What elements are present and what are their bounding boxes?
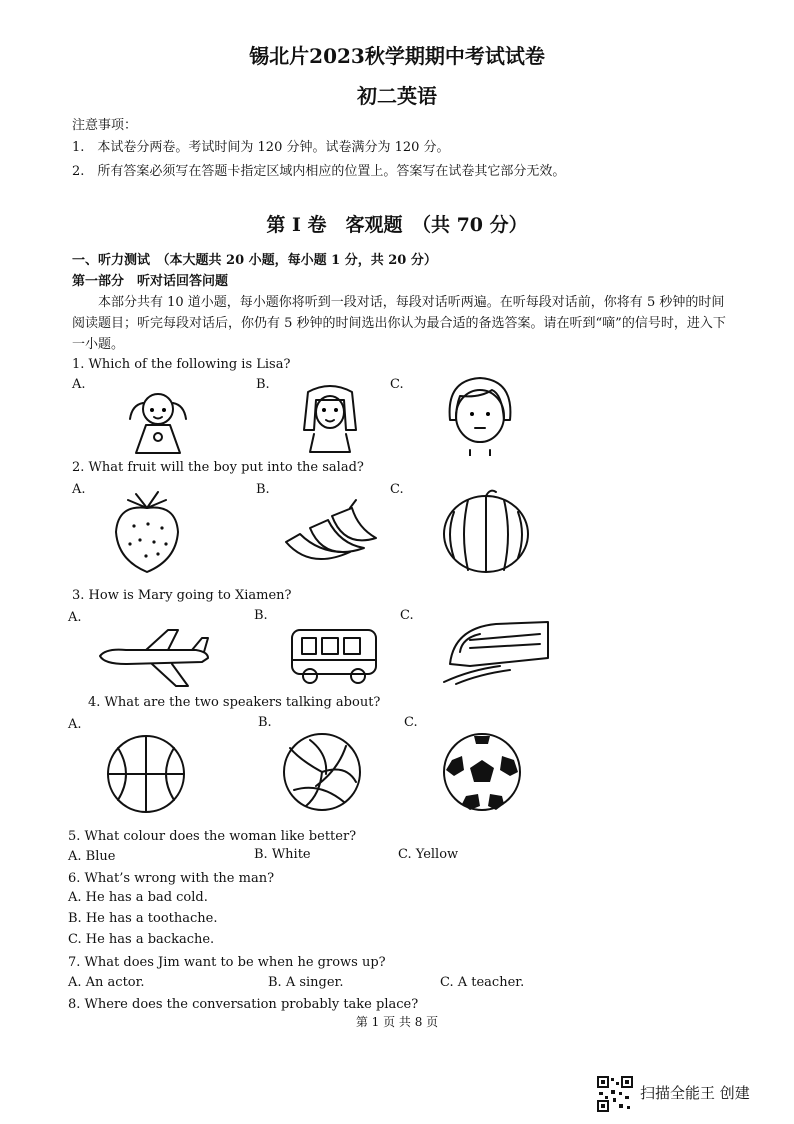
question-4: 4. What are the two speakers talking about? [88,695,381,710]
girl-long-hair-icon [290,380,370,454]
q1-option-a[interactable]: A. [72,377,86,392]
bananas-icon [280,498,380,570]
q5-option-a[interactable]: A. Blue [68,849,116,864]
strawberry-icon [106,490,188,574]
q6-option-a[interactable]: A. He has a bad cold. [68,890,208,905]
q7-option-a[interactable]: A. An actor. [68,975,145,990]
girl-with-pigtails-icon [118,385,198,457]
volleyball-icon [280,730,364,814]
q2-option-b[interactable]: B. [256,482,270,497]
basketball-icon [104,732,188,816]
sub-heading: 第一部分 听对话回答问题 [72,274,229,289]
q7-option-b[interactable]: B. A singer. [268,975,344,990]
watermelon-icon [440,488,532,574]
notice-heading: 注意事项： [72,118,138,133]
notice-item-2: 2. 所有答案必须写在答题卡指定区域内相应的位置上。答案写在试卷其它部分无效。 [72,164,566,179]
q4-option-b[interactable]: B. [258,715,272,730]
train-icon [440,614,552,686]
q2-option-a[interactable]: A. [72,482,86,497]
q4-option-c[interactable]: C. [404,715,418,730]
q5-option-b[interactable]: B. White [254,847,311,862]
q5-option-c[interactable]: C. Yellow [398,847,459,862]
subject-title: 初二英语 [357,84,437,108]
page-number: 第 1 页 共 8 页 [355,1015,439,1029]
exam-title: 锡北片2023秋学期期中考试试卷 [249,44,545,68]
q3-option-c[interactable]: C. [400,608,414,623]
girl-bob-hair-icon [440,372,520,456]
notice-item-1: 1. 本试卷分两卷。考试时间为 120 分钟。试卷满分为 120 分。 [72,140,450,155]
q4-option-a[interactable]: A. [68,717,82,732]
question-7: 7. What does Jim want to be when he grows up? [68,955,386,970]
soccer-ball-icon [440,730,524,814]
instructions-paragraph: 本部分共有 10 道小题，每小题你将听到一段对话，每段对话听两遍。在听每段对话前，你将有 5 秒钟的时间阅读题目；听完每段对话后，你仍有 5 秒钟的时间选出你认为最合适的备选答案。请在听到“嘀”的信号时，进入下一小题。 [72,295,726,352]
q7-option-c[interactable]: C. A teacher. [440,975,525,990]
question-8: 8. Where does the conversation probably take place? [68,997,419,1012]
question-2: 2. What fruit will the boy put into the salad? [72,460,364,475]
question-5: 5. What colour does the woman like better? [68,829,357,844]
q1-option-c[interactable]: C. [390,377,404,392]
qr-code-icon [597,1076,633,1112]
q6-option-b[interactable]: B. He has a toothache. [68,911,218,926]
part-heading: 一、听力测试 （本大题共 20 小题，每小题 1 分，共 20 分） [72,253,437,268]
question-3: 3. How is Mary going to Xiamen? [72,588,292,603]
q1-option-b[interactable]: B. [256,377,270,392]
scanner-watermark: 扫描全能王 创建 [640,1084,750,1102]
section-title: 第 Ⅰ 卷 客观题 （共 70 分） [266,214,528,236]
question-6: 6. What’s wrong with the man? [68,871,275,886]
q3-option-b[interactable]: B. [254,608,268,623]
bus-icon [286,624,382,686]
q2-option-c[interactable]: C. [390,482,404,497]
q6-option-c[interactable]: C. He has a backache. [68,932,215,947]
q3-option-a[interactable]: A. [68,610,82,625]
airplane-icon [96,626,212,688]
question-1: 1. Which of the following is Lisa? [72,357,291,372]
